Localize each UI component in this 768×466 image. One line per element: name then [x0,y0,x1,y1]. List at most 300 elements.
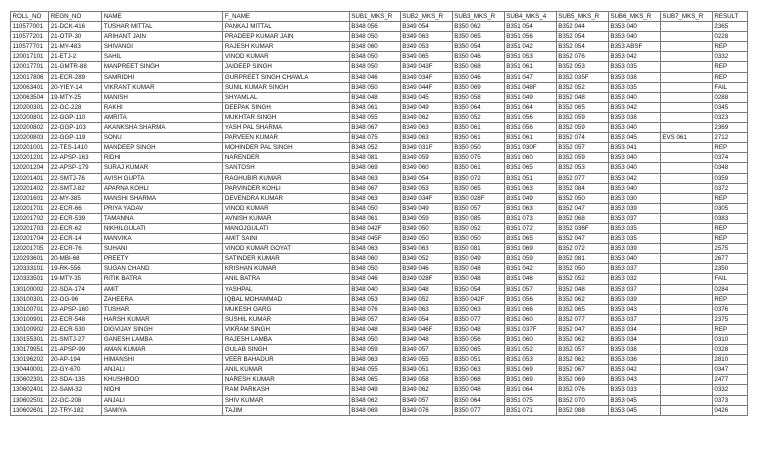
cell-sub2: B349 058 [400,375,452,385]
results-table [10,11,748,416]
cell-sub1: B348 061 [349,102,400,112]
cell-sub6: B353 045 [608,395,660,405]
cell-roll-no: 130179951 [11,345,49,355]
cell-sub5: B352 035F [556,72,608,82]
cell-regn-no: 22-APSP-163 [49,153,102,163]
cell-sub2: B349 060 [400,163,452,173]
column-header-result: RESULT [712,12,747,22]
table-row [11,112,748,122]
table-row [11,294,748,304]
cell-name: AMAN KUMAR [102,345,223,355]
cell-sub2: B349 048 [400,284,452,294]
table-row [11,52,748,62]
cell-name: AMIT [102,284,223,294]
cell-roll-no: 120200301 [11,102,49,112]
cell-father-name: MUKHTAR SINGH [223,112,349,122]
cell-sub2: B349 065 [400,52,452,62]
table-row [11,223,748,233]
table-row [11,102,748,112]
cell-sub5: B352 062 [556,335,608,345]
cell-sub6: B353 041 [608,143,660,153]
cell-sub5: B352 072 [556,244,608,254]
cell-sub6: B353 040 [608,22,660,32]
column-header-sub5: SUB5_MKS_R [556,12,608,22]
cell-sub6: B353 038 [608,345,660,355]
cell-sub3: B350 064 [452,102,504,112]
cell-result: 2375 [712,314,747,324]
cell-sub5: B352 044 [556,22,608,32]
column-header-sub3: SUB3_MKS_R [452,12,504,22]
cell-result: 2350 [712,264,747,274]
cell-sub1: B348 075 [349,133,400,143]
cell-father-name: MOHINDER PAL SINGH [223,143,349,153]
cell-result: 0345 [712,102,747,112]
cell-regn-no: 22-GG-96 [49,294,102,304]
cell-result: REP [712,42,747,52]
cell-sub1: B348 050 [349,62,400,72]
cell-regn-no: 22-APSP-160 [49,304,102,314]
table-row [11,304,748,314]
cell-roll-no: 110577201 [11,32,49,42]
cell-father-name: ANIL BATRA [223,274,349,284]
table-row [11,143,748,153]
cell-roll-no: 130196202 [11,355,49,365]
cell-sub2: B349 052 [400,254,452,264]
cell-sub3: B350 046 [452,72,504,82]
table-row [11,213,748,223]
cell-regn-no: 22-GC-208 [49,395,102,405]
cell-roll-no: 120200802 [11,123,49,133]
cell-regn-no: 22-GGP-119 [49,133,102,143]
cell-sub2: B349 063 [400,123,452,133]
cell-father-name: NARESH KUMAR [223,375,349,385]
cell-result: 2369 [712,123,747,133]
cell-sub6: B353 040 [608,183,660,193]
table-row [11,365,748,375]
cell-result: REP [712,62,747,72]
cell-sub7 [660,355,712,365]
cell-result: 2477 [712,375,747,385]
cell-father-name: DEVENDRA KUMAR [223,193,349,203]
cell-father-name: RAJESH LAMBA [223,335,349,345]
cell-name: RAKHI [102,102,223,112]
cell-result: REP [712,143,747,153]
cell-sub7 [660,395,712,405]
cell-name: SAMIYA [102,405,223,415]
cell-sub4: B351 051 [504,173,556,183]
cell-name: ZAHEERA [102,294,223,304]
cell-sub7 [660,345,712,355]
cell-sub7 [660,213,712,223]
cell-result: REP [712,324,747,334]
cell-roll-no: 120063504 [11,92,49,102]
cell-sub4: B351 053 [504,355,556,365]
cell-roll-no: 120201401 [11,173,49,183]
cell-sub1: B348 050 [349,203,400,213]
cell-roll-no: 120201402 [11,183,49,193]
cell-name: NIDHI [102,385,223,395]
cell-sub3: B350 048 [452,274,504,284]
cell-sub1: B348 056 [349,22,400,32]
cell-sub1: B348 067 [349,123,400,133]
cell-regn-no: 22-SMTJ-76 [49,173,102,183]
cell-sub4: B351 071 [504,405,556,415]
cell-result: 2677 [712,254,747,264]
cell-sub1: B348 045F [349,234,400,244]
cell-sub1: B348 052 [349,143,400,153]
cell-sub4: B351 063 [504,183,556,193]
cell-sub3: B350 048 [452,264,504,274]
cell-sub4: B351 075 [504,395,556,405]
cell-sub3: B350 081 [452,244,504,254]
cell-sub1: B348 059 [349,345,400,355]
table-row [11,395,748,405]
cell-sub5: B352 059 [556,153,608,163]
cell-roll-no: 120201705 [11,244,49,254]
cell-regn-no: 19-RK-556 [49,264,102,274]
cell-sub7 [660,92,712,102]
cell-sub5: B352 048 [556,92,608,102]
cell-roll-no: 120200801 [11,112,49,122]
cell-sub6: B353 042 [608,173,660,183]
cell-sub2: B349 059 [400,153,452,163]
cell-result: 0374 [712,153,747,163]
table-row [11,193,748,203]
cell-sub6: B353 040 [608,153,660,163]
cell-sub6: B353 034 [608,335,660,345]
cell-sub2: B349 046F [400,324,452,334]
cell-sub3: B350 077 [452,405,504,415]
table-row [11,72,748,82]
cell-sub2: B349 031F [400,143,452,153]
cell-sub1: B348 050 [349,32,400,42]
cell-sub6: B353 032 [608,274,660,284]
cell-sub4: B351 063 [504,203,556,213]
cell-roll-no: 110577701 [11,42,49,52]
cell-sub7 [660,284,712,294]
cell-result: 2712 [712,133,747,143]
cell-result: 2575 [712,244,747,254]
cell-sub7 [660,62,712,72]
cell-sub5: B352 065 [556,102,608,112]
cell-regn-no: 20-MBI-68 [49,254,102,264]
cell-roll-no: 130602301 [11,375,49,385]
cell-roll-no: 120293601 [11,254,49,264]
cell-name: RIDHI [102,153,223,163]
cell-roll-no: 130155301 [11,335,49,345]
table-row [11,183,748,193]
cell-father-name: SHYAMLAL [223,92,349,102]
cell-sub3: B350 065 [452,345,504,355]
cell-regn-no: 19-MTY-25 [49,92,102,102]
cell-roll-no: 130100002 [11,284,49,294]
cell-sub2: B349 034F [400,193,452,203]
cell-name: KHUSHBOO [102,375,223,385]
cell-sub2: B349 052 [400,294,452,304]
table-row [11,163,748,173]
cell-sub6: B353 040 [608,32,660,42]
cell-sub6: B353 037 [608,284,660,294]
cell-regn-no: 21-MY-483 [49,42,102,52]
cell-sub1: B348 046 [349,72,400,82]
cell-sub1: B348 081 [349,153,400,163]
cell-sub7 [660,52,712,62]
cell-roll-no: 120201201 [11,153,49,163]
cell-sub1: B348 050 [349,264,400,274]
cell-sub3: B350 069 [452,82,504,92]
cell-sub7 [660,264,712,274]
cell-result: 0347 [712,365,747,375]
cell-sub4: B351 042 [504,264,556,274]
cell-name: MANVIKA [102,234,223,244]
table-row [11,173,748,183]
cell-regn-no: 20-AP-194 [49,355,102,365]
cell-sub1: B348 063 [349,173,400,183]
table-row [11,22,748,32]
cell-sub7 [660,385,712,395]
cell-roll-no: 120201001 [11,143,49,153]
cell-regn-no: 21-ETJ-2 [49,52,102,62]
cell-sub1: B348 076 [349,304,400,314]
cell-sub4: B351 069 [504,244,556,254]
cell-sub3: B350 065 [452,183,504,193]
cell-roll-no: 120201701 [11,203,49,213]
cell-sub2: B349 057 [400,395,452,405]
cell-sub1: B348 050 [349,52,400,62]
cell-roll-no: 120017701 [11,62,49,72]
cell-regn-no: 22-SMTJ-82 [49,183,102,193]
cell-name: ARIHANT JAIN [102,32,223,42]
cell-sub5: B352 084 [556,183,608,193]
column-header-father-name: F_NAME [223,12,349,22]
cell-result: REP [712,72,747,82]
cell-name: HIMANSHI [102,355,223,365]
cell-sub6: B353 040 [608,123,660,133]
table-row [11,32,748,42]
cell-sub3: B350 057 [452,203,504,213]
cell-result: 0228 [712,32,747,42]
cell-sub3: B350 065 [452,32,504,42]
cell-sub7 [660,375,712,385]
cell-roll-no: 120333501 [11,274,49,284]
cell-sub6: B353 ABSF [608,42,660,52]
cell-sub6: B353 040 [608,254,660,264]
table-row [11,324,748,334]
cell-sub7 [660,42,712,52]
results-sheet [10,11,748,416]
cell-sub2: B349 050 [400,234,452,244]
cell-regn-no: 22-SAM-32 [49,385,102,395]
cell-sub1: B348 048 [349,92,400,102]
table-row [11,264,748,274]
cell-sub4: B351 056 [504,294,556,304]
cell-sub6: B353 035 [608,223,660,233]
cell-result: FAIL [712,82,747,92]
cell-father-name: PRADEEP KUMAR JAIN [223,32,349,42]
table-row [11,345,748,355]
cell-sub2: B349 063 [400,244,452,254]
cell-sub5: B352 059 [556,112,608,122]
cell-regn-no: 22-ECR-539 [49,213,102,223]
cell-name: PREETY [102,254,223,264]
cell-sub2: B349 054 [400,22,452,32]
cell-sub3: B350 061 [452,123,504,133]
cell-regn-no: 19-MTY-35 [49,274,102,284]
cell-sub4: B351 072 [504,223,556,233]
cell-sub1: B348 055 [349,365,400,375]
cell-sub2: B349 046 [400,264,452,274]
cell-name: VIKRANT KUMAR [102,82,223,92]
table-row [11,385,748,395]
cell-sub5: B352 076 [556,385,608,395]
cell-sub2: B349 059 [400,213,452,223]
cell-father-name: VINOD KUMAR GOYAT [223,244,349,254]
table-header-row [11,12,748,22]
cell-sub3: B350 063 [452,365,504,375]
cell-name: SAMRIDHI [102,72,223,82]
cell-regn-no: 22-MY-385 [49,193,102,203]
cell-regn-no: 22-ECR-548 [49,314,102,324]
cell-name: SAHIL [102,52,223,62]
cell-result: 0373 [712,395,747,405]
cell-sub5: B352 067 [556,365,608,375]
cell-sub4: B351 042 [504,42,556,52]
cell-sub3: B350 068 [452,62,504,72]
cell-sub4: B351 066 [504,304,556,314]
cell-sub6: B353 039 [608,244,660,254]
cell-sub2: B349 063 [400,133,452,143]
cell-father-name: PANKAJ MITTAL [223,22,349,32]
cell-name: AKANKSHA SHARMA [102,123,223,133]
table-row [11,62,748,72]
cell-sub7 [660,32,712,42]
cell-result: 0348 [712,163,747,173]
cell-sub6: B353 043 [608,304,660,314]
cell-sub6: B353 033 [608,385,660,395]
cell-result: REP [712,234,747,244]
cell-sub4: B351 060 [504,314,556,324]
cell-sub5: B352 076 [556,52,608,62]
cell-sub5: B352 052 [556,82,608,92]
cell-father-name: VINOD KUMAR [223,52,349,62]
cell-result: 2810 [712,355,747,365]
cell-regn-no: 22-SDA-135 [49,375,102,385]
cell-father-name: VINOD KUMAR [223,203,349,213]
cell-sub3: B350 085 [452,213,504,223]
cell-father-name: IQBAL MOHAMMAD [223,294,349,304]
cell-result: 0372 [712,183,747,193]
cell-sub2: B349 054 [400,173,452,183]
column-header-regn-no: REGN_NO [49,12,102,22]
cell-sub4: B351 057 [504,284,556,294]
cell-sub6: B353 038 [608,112,660,122]
cell-sub4: B351 056 [504,112,556,122]
cell-sub5: B352 057 [556,143,608,153]
cell-sub3: B350 048 [452,324,504,334]
cell-sub1: B348 063 [349,244,400,254]
cell-sub6: B353 042 [608,52,660,62]
cell-sub7 [660,405,712,415]
cell-sub4: B351 061 [504,133,556,143]
cell-sub7 [660,203,712,213]
cell-name: AMRITA [102,112,223,122]
column-header-sub6: SUB6_MKS_R [608,12,660,22]
cell-father-name: RAJESH KUMAR [223,42,349,52]
cell-roll-no: 120017101 [11,52,49,62]
cell-sub4: B351 046 [504,274,556,284]
cell-sub5: B352 069 [556,375,608,385]
cell-father-name: SUSHIL KUMAR [223,314,349,324]
cell-sub2: B349 044F [400,82,452,92]
column-header-sub2: SUB2_MKS_R [400,12,452,22]
cell-sub3: B350 068 [452,375,504,385]
cell-father-name: AMIT SAINI [223,234,349,244]
cell-sub4: B351 049 [504,193,556,203]
cell-result: 0310 [712,335,747,345]
cell-sub1: B348 048 [349,324,400,334]
cell-regn-no: 21-SMTJ-27 [49,335,102,345]
table-row [11,355,748,365]
cell-sub2: B349 054 [400,314,452,324]
cell-father-name: GULAB SINGH [223,345,349,355]
cell-sub3: B350 054 [452,284,504,294]
cell-father-name: ANIL KUMAR [223,365,349,375]
cell-sub5: B352 068 [556,213,608,223]
cell-sub3: B350 075 [452,153,504,163]
cell-name: SONU [102,133,223,143]
cell-regn-no: 22-ECR-66 [49,203,102,213]
cell-name: SUHANI [102,244,223,254]
cell-roll-no: 120333101 [11,264,49,274]
cell-sub1: B348 060 [349,254,400,264]
cell-sub2: B349 049 [400,203,452,213]
cell-father-name: SUNIL KUMAR SINGH [223,82,349,92]
table-row [11,133,748,143]
cell-sub7 [660,274,712,284]
cell-sub5: B352 057 [556,345,608,355]
cell-sub2: B349 063 [400,32,452,42]
cell-roll-no: 130100901 [11,314,49,324]
cell-sub4: B351 056 [504,123,556,133]
cell-sub5: B352 065 [556,304,608,314]
cell-roll-no: 130602501 [11,395,49,405]
cell-sub6: B353 035 [608,234,660,244]
cell-sub6: B353 040 [608,163,660,173]
cell-sub1: B348 062 [349,395,400,405]
cell-result: FAIL [712,274,747,284]
cell-name: HARSH KUMAR [102,314,223,324]
table-row [11,234,748,244]
cell-sub1: B348 053 [349,294,400,304]
cell-sub3: B350 042F [452,294,504,304]
cell-regn-no: 21-DCK-416 [49,22,102,32]
cell-sub7 [660,183,712,193]
cell-sub1: B348 063 [349,355,400,365]
cell-result: 0376 [712,304,747,314]
cell-sub6: B353 037 [608,314,660,324]
cell-sub1: B348 040 [349,284,400,294]
cell-roll-no: 120201703 [11,223,49,233]
cell-sub2: B349 055 [400,355,452,365]
cell-name: MANDEEP SINGH [102,143,223,153]
cell-name: RITIK BATRA [102,274,223,284]
cell-roll-no: 120201704 [11,234,49,244]
cell-result: 0332 [712,52,747,62]
cell-sub1: B348 060 [349,42,400,52]
cell-sub4: B351 060 [504,153,556,163]
cell-regn-no: 22-APSP-179 [49,163,102,173]
cell-sub6: B353 040 [608,92,660,102]
